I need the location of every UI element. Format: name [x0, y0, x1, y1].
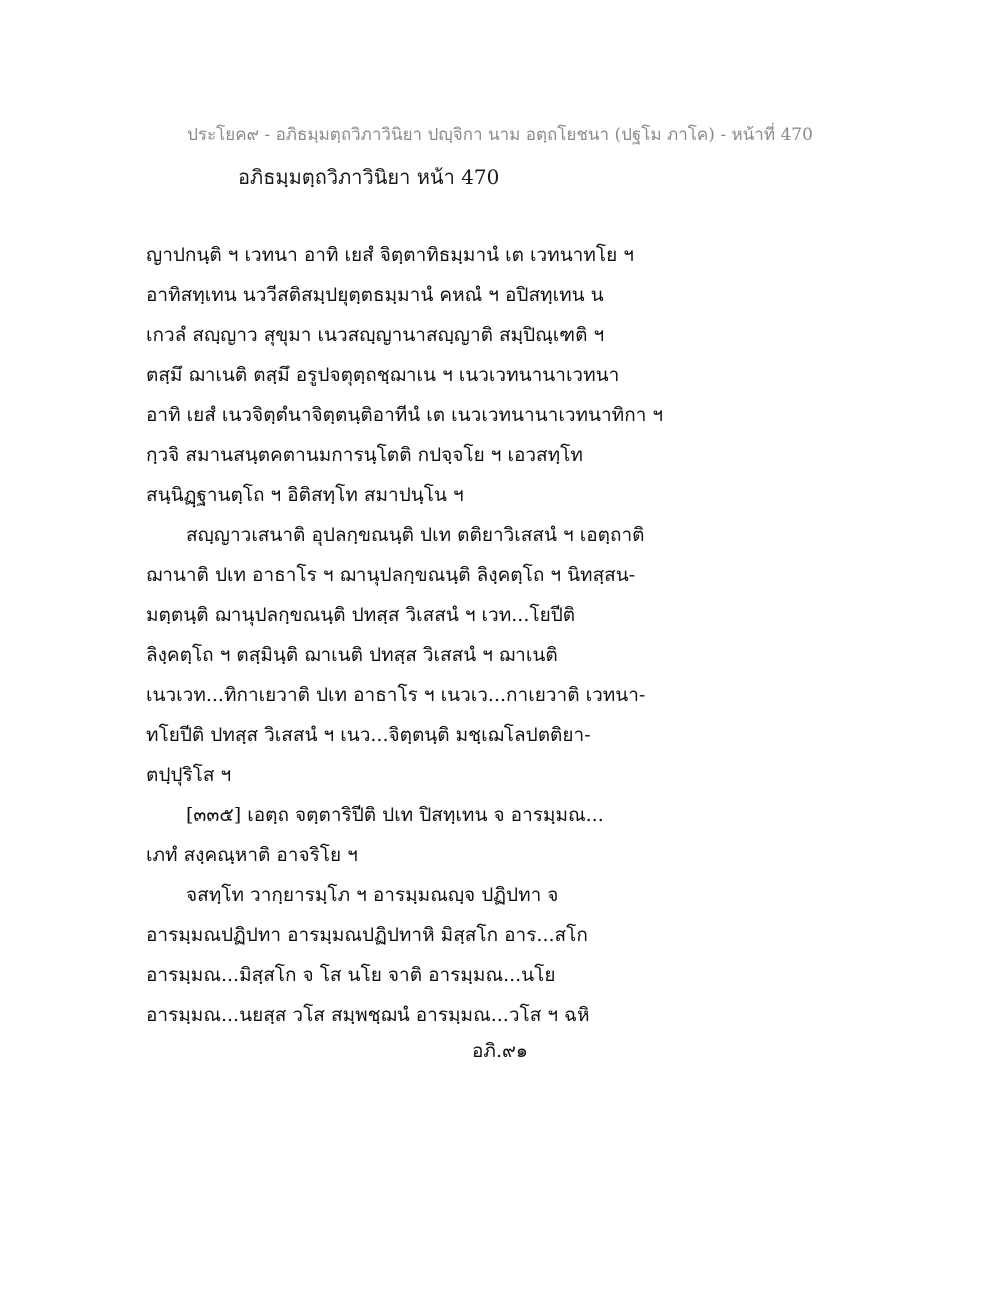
- page-title: อภิธมฺมตฺถวิภาวินิยา หน้า 470: [238, 165, 500, 189]
- text-line: มตฺตนฺติ ฌานุปลกฺขณนฺติ ปทสฺส วิเสสนํ ฯ เวท...โยปีติ: [146, 604, 576, 626]
- text-line: อารมฺมณ...นยสฺส วโส สมฺพชฺฌนํ อารมฺมณ...วโส ฯ ฉหิ: [146, 1004, 590, 1026]
- text-line: อารมฺมณปฏิปทา อารมฺมณปฏิปทาหิ มิสฺสโก อาร...สโก: [146, 924, 588, 946]
- text-line: เนวเวท...ทิกาเยวาติ ปเท อาธาโร ฯ เนวเว...กาเยวาติ เวทนา-: [146, 684, 646, 706]
- text-line: ญาปกนฺติ ฯ เวทนา อาทิ เยสํ จิตฺตาทิธมฺมานํ เต เวทนาทโย ฯ: [146, 244, 634, 266]
- text-line: ลิงฺคตฺโถ ฯ ตสฺมินฺติ ฌาเนติ ปทสฺส วิเสสนํ ฯ ฌาเนติ: [146, 644, 558, 666]
- text-line: สญฺญาวเสนาติ อุปลกฺขณนฺติ ปเท ตติยาวิเสสนํ ฯ เอตฺถาติ: [186, 524, 645, 546]
- text-line: สนฺนิฏฺฐานตฺโถ ฯ อิติสทฺโท สมาปนฺโน ฯ: [146, 484, 464, 506]
- text-line: อารมฺมณ...มิสฺสโก จ โส นโย จาติ อารมฺมณ...นโย: [146, 964, 556, 986]
- text-line: จสทฺโท วากฺยารมฺโภ ฯ อารมฺมณญฺจ ปฏิปทา จ: [186, 884, 559, 906]
- text-line: อาทิ เยสํ เนวจิตฺตํนาจิตฺตนฺติอาทีนํ เต เนวเวทนานาเวทนาทิกา ฯ: [146, 404, 664, 426]
- text-line: ตสฺมึ ฌาเนติ ตสฺมึ อรูปจตุตฺถชฺฌาเน ฯ เนวเวทนานาเวทนา: [146, 364, 620, 386]
- text-line: ฌานาติ ปเท อาธาโร ฯ ฌานุปลกฺขณนฺติ ลิงฺคตฺโถ ฯ นิทสฺสน-: [146, 564, 636, 586]
- body-text: [146, 235, 706, 1035]
- text-line: ทโยปีติ ปทสฺส วิเสสนํ ฯ เนว...จิตฺตนฺติ มชฺเฌโลปตติยา-: [146, 724, 591, 746]
- text-line: เภทํ สงฺคณฺหาติ อาจริโย ฯ: [146, 844, 358, 866]
- text-line: [๓๓๕] เอตฺถ จตฺตาริปีติ ปเท ปิสทฺเทน จ อารมฺมณ...: [186, 804, 604, 826]
- text-line: อาทิสทฺเทน นววีสติสมฺปยุตฺตธมฺมานํ คหณํ ฯ อปิสทฺเทน น: [146, 284, 604, 306]
- text-line: ตปฺปุริโส ฯ: [146, 764, 232, 786]
- page-footer: อภิ.๙๑: [472, 1040, 528, 1062]
- text-line: เกวลํ สญฺญาว สุขุมา เนวสญฺญานาสญฺญาติ สมฺปิณฺเฑติ ฯ: [146, 324, 605, 346]
- text-line: กฺวจิ สมานสนฺตคตานมการนฺโตติ กปจฺจโย ฯ เอวสทฺโท: [146, 444, 583, 466]
- running-header: ประโยค๙ - อภิธมฺมตฺถวิภาวินิยา ปญฺจิกา นาม อตฺถโยชนา (ปฐโม ภาโค) - หน้าที่ 470: [187, 125, 813, 145]
